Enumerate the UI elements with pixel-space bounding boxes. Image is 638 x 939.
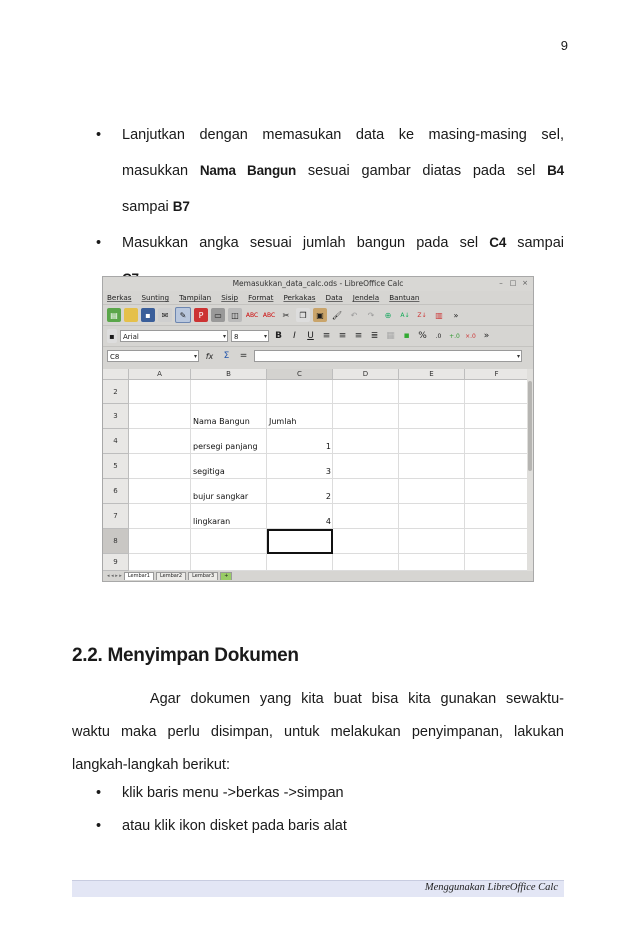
selected-cell-c8[interactable]	[267, 529, 333, 554]
bullet-text: Masukkan angka sesuai jumlah bangun pada sel	[122, 235, 490, 251]
bold-icon[interactable]: B	[275, 331, 282, 341]
underline-icon[interactable]: U	[307, 331, 314, 341]
input-line[interactable]	[254, 350, 522, 362]
font-size-combo[interactable]	[231, 330, 269, 342]
bullet-text: sampai	[506, 235, 564, 251]
sort-descending-icon[interactable]: Z↓	[417, 311, 427, 319]
menu-bar	[103, 291, 533, 304]
close-icon[interactable]: ×	[522, 279, 528, 287]
column-header-c[interactable]: C	[267, 369, 333, 380]
bullet-dot: •	[96, 235, 102, 251]
save-step-text: klik baris menu ->berkas ->simpan	[122, 785, 344, 801]
sheet-tab-lembar2[interactable]: Lembar2	[156, 572, 186, 580]
sheet-tab-lembar1[interactable]: Lembar1	[124, 572, 154, 580]
bullet-dot: •	[96, 127, 102, 143]
print-preview-icon[interactable]: ◫	[228, 308, 242, 322]
bold-cell-ref: B4	[547, 163, 564, 178]
formula-bar	[103, 346, 533, 365]
row-header-8[interactable]: 8	[103, 529, 129, 554]
menu-item-bantuan[interactable]: Bantuan	[389, 293, 420, 302]
hyperlink-icon[interactable]: ⊕	[384, 310, 392, 320]
new-document-icon[interactable]: ▤	[107, 308, 121, 322]
menu-item-data[interactable]: Data	[325, 293, 343, 302]
delete-decimal-icon[interactable]: ×.0	[465, 332, 476, 340]
row-header-4[interactable]: 4	[103, 429, 129, 454]
menu-item-perkakas[interactable]: Perkakas	[283, 293, 316, 302]
scrollbar-thumb[interactable]	[528, 381, 532, 471]
sort-ascending-icon[interactable]: A↓	[400, 311, 410, 319]
paragraph-line: Agar dokumen yang kita buat bisa kita gunakan sewaktu-	[72, 691, 564, 707]
window-titlebar	[103, 277, 533, 291]
bold-cell-ref: B7	[172, 199, 190, 214]
column-header-f[interactable]: F	[465, 369, 529, 380]
paragraph-line: waktu maka perlu disimpan, untuk melakukan penyimpanan, lakukan	[72, 724, 564, 740]
align-right-icon[interactable]: ≡	[354, 331, 363, 341]
menu-item-sunting[interactable]: Sunting	[141, 293, 170, 302]
more-toolbar-icon[interactable]: »	[453, 310, 459, 320]
column-gridline	[398, 380, 399, 571]
bullet-dot: •	[96, 785, 102, 801]
section-heading: 2.2. Menyimpan Dokumen	[72, 645, 299, 666]
bullet-line	[92, 153, 564, 189]
column-header-e[interactable]: E	[399, 369, 465, 380]
save-steps-list	[92, 777, 347, 843]
chart-icon[interactable]: ▥	[435, 310, 443, 320]
more-format-icon[interactable]: »	[483, 331, 490, 341]
bullet-dot: •	[96, 818, 102, 834]
cell-b3[interactable]: Nama Bangun	[193, 417, 250, 426]
copy-icon[interactable]: ❐	[296, 308, 310, 322]
row-header-7[interactable]: 7	[103, 504, 129, 529]
chevron-down-icon: ▾	[263, 333, 267, 340]
percent-icon[interactable]: %	[418, 331, 427, 341]
sheet-nav-arrows[interactable]: ◂ ◂ ▸ ▸	[107, 573, 122, 579]
chevron-down-icon: ▾	[193, 353, 197, 360]
email-icon[interactable]: ✉	[158, 308, 172, 322]
cell-b6[interactable]: bujur sangkar	[193, 492, 249, 501]
chevron-down-icon: ▾	[516, 353, 520, 360]
page-number: 9	[560, 38, 568, 53]
add-decimal-icon[interactable]: +.0	[449, 332, 460, 340]
styles-icon[interactable]: ▪	[107, 329, 117, 343]
menu-item-tampilan[interactable]: Tampilan	[179, 293, 212, 302]
cut-icon[interactable]: ✂	[282, 310, 290, 320]
bullet-text: masukkan	[122, 163, 200, 179]
spellcheck-icon[interactable]: ABC	[245, 311, 259, 319]
column-header-d[interactable]: D	[333, 369, 399, 380]
row-header-3[interactable]: 3	[103, 404, 129, 429]
print-icon[interactable]: ▭	[211, 308, 225, 322]
cell-b4[interactable]: persegi panjang	[193, 442, 258, 451]
calc-screenshot	[102, 276, 534, 582]
sum-icon[interactable]: Σ	[223, 351, 230, 361]
cell-c6[interactable]: 2	[325, 492, 331, 501]
number-format-icon[interactable]: .0	[435, 332, 442, 340]
italic-icon[interactable]: I	[293, 331, 296, 341]
paste-icon[interactable]: ▣	[313, 308, 327, 322]
instruction-bullets	[92, 117, 564, 297]
menu-item-sisip[interactable]: Sisip	[221, 293, 239, 302]
column-gridline	[464, 380, 465, 571]
font-size-value: 8	[234, 333, 239, 341]
maximize-icon[interactable]: □	[509, 279, 517, 287]
save-step-item	[92, 777, 347, 810]
column-header-b[interactable]: B	[191, 369, 267, 380]
standard-toolbar	[103, 304, 533, 325]
save-step-item	[92, 810, 347, 843]
chevron-down-icon: ▾	[222, 333, 226, 340]
bold-cell-ref: Nama Bangun	[199, 163, 297, 178]
bullet-line	[92, 225, 564, 261]
row-header-5[interactable]: 5	[103, 454, 129, 479]
add-sheet-icon[interactable]: +	[220, 572, 232, 580]
cell-c3[interactable]: Jumlah	[269, 417, 297, 426]
corner-cell[interactable]	[103, 369, 129, 380]
spreadsheet-grid[interactable]	[103, 369, 529, 571]
section-paragraph	[72, 683, 564, 782]
font-name-value: Arial	[123, 333, 139, 341]
align-center-icon[interactable]: ≡	[338, 331, 347, 341]
row-header-9[interactable]: 9	[103, 554, 129, 571]
vertical-scrollbar[interactable]	[527, 369, 533, 571]
formatting-toolbar	[103, 325, 533, 346]
clone-format-icon[interactable]: 🖌	[331, 310, 343, 320]
menu-item-format[interactable]: Format	[248, 293, 274, 302]
autospellcheck-icon[interactable]: ABC	[262, 311, 276, 319]
save-step-text: atau klik ikon disket pada baris alat	[122, 818, 347, 834]
cell-c7[interactable]: 4	[325, 517, 331, 526]
cell-b7[interactable]: lingkaran	[193, 517, 231, 526]
row-header-2[interactable]: 2	[103, 380, 129, 404]
redo-icon[interactable]: ↷	[367, 310, 375, 320]
bullet-line	[92, 117, 564, 153]
name-box[interactable]	[107, 350, 199, 362]
function-wizard-icon[interactable]: fx	[205, 351, 214, 361]
sheet-tab-lembar3[interactable]: Lembar3	[188, 572, 218, 580]
paragraph-line: langkah-langkah berikut:	[72, 757, 230, 773]
undo-icon[interactable]: ↶	[350, 310, 358, 320]
window-title: Memasukkan_data_calc.ods - LibreOffice Calc	[232, 279, 404, 288]
cell-c4[interactable]: 1	[325, 442, 331, 451]
cell-b5[interactable]: segitiga	[193, 467, 225, 476]
column-header-a[interactable]: A	[129, 369, 191, 380]
edit-file-icon[interactable]: ✎	[175, 307, 191, 323]
bullet-text: Lanjutkan dengan memasukan data ke masing-masing sel,	[122, 127, 564, 143]
name-box-value: C8	[110, 353, 120, 361]
align-left-icon[interactable]: ≡	[322, 331, 331, 341]
footer-title: Menggunakan LibreOffice Calc	[424, 882, 558, 893]
font-name-combo[interactable]	[120, 330, 228, 342]
save-disk-icon[interactable]: ▪	[141, 308, 155, 322]
footer-band	[72, 880, 564, 897]
minimize-icon[interactable]: –	[499, 279, 503, 287]
cell-c5[interactable]: 3	[325, 467, 331, 476]
bullet-text: sesuai gambar diatas pada sel	[296, 163, 548, 179]
export-pdf-icon[interactable]: P	[194, 308, 208, 322]
bullet-line	[92, 189, 564, 225]
bold-cell-ref: C4	[489, 235, 507, 250]
bullet-text: sampai	[122, 199, 173, 215]
merge-cells-icon[interactable]: ▦	[386, 331, 395, 341]
menu-item-jendela[interactable]: Jendela	[352, 293, 380, 302]
equals-icon[interactable]: =	[239, 351, 248, 361]
justify-icon[interactable]: ≣	[370, 331, 379, 341]
menu-item-berkas[interactable]: Berkas	[107, 293, 132, 302]
sheet-tabs	[103, 571, 534, 581]
open-folder-icon[interactable]	[124, 308, 138, 322]
currency-icon[interactable]: ▪	[403, 331, 410, 341]
row-header-6[interactable]: 6	[103, 479, 129, 504]
